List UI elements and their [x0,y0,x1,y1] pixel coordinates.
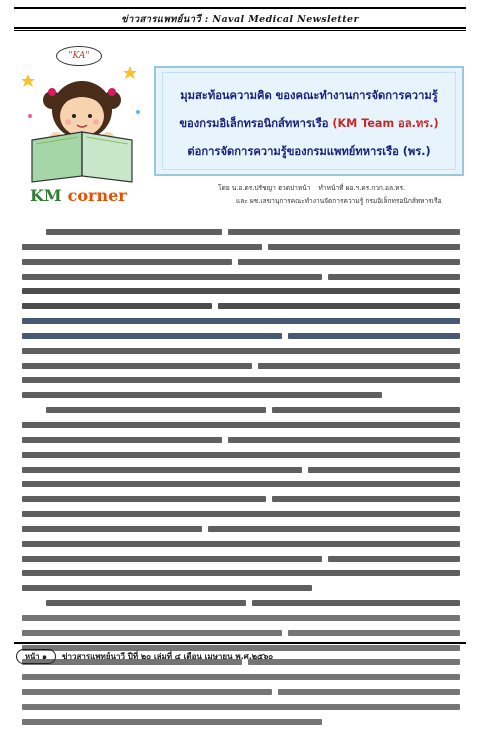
body-line [22,669,460,684]
body-line [22,283,460,298]
body-line [22,699,460,714]
banner-title-box [154,66,464,176]
body-line [22,714,460,729]
banner-title-line-3: ต่อการจัดการความรู้ของกรมแพทย์ทหารเรือ (พร.) [187,145,431,158]
footer-rule [14,642,466,644]
body-line [22,447,460,462]
banner-title-line-2-main: ของกรมอิเล็กทรอนิกส์ทหารเรือ [179,117,329,130]
km-logo-text: KM [30,186,62,205]
body-line [22,358,460,373]
banner-title-line-1: มุมสะท้อนความคิด ของคณะทำงานการจัดการความรู้ [180,89,438,102]
body-line [22,313,460,328]
author-credit-line-2: และ ผช.เลขานุการคณะทำงานจัดการความรู้ กรมอิเล็กทรอนิกส์ทหารเรือ [236,197,442,205]
body-line [22,565,460,580]
body-line [22,506,460,521]
body-line [22,372,460,387]
banner-title-line-2 [156,114,462,132]
body-line [22,387,460,402]
body-line [22,551,460,566]
body-line [22,298,460,313]
body-line [22,610,460,625]
body-line [22,476,460,491]
body-line [22,625,460,640]
km-corner-banner [22,44,466,208]
header-rule-bottom [14,27,466,29]
body-line [22,417,460,432]
km-team-label: (KM Team อล.ทร.) [332,117,439,130]
body-line [22,239,460,254]
author-name: โดย น.อ.ดร.ปรัชญา ฮวดปาหน้า [218,184,311,192]
corner-logo-text: corner [67,186,127,205]
header-title: ข่าวสารแพทย์นาวี : Naval Medical Newsletter [121,14,359,25]
body-line [22,580,460,595]
body-line [22,491,460,506]
body-line [22,254,460,269]
girl-reading-book-illustration [22,52,148,192]
header-rule-bottom-thin [14,30,466,31]
page-number-label: หน้า ๑ [16,649,56,664]
body-line [22,536,460,551]
header-rule-top [14,7,466,9]
body-line [22,595,460,610]
author-position: ทำหน้าที่ ผอ.ฯ.ดร.กวก.อล.ทร. [318,184,406,192]
km-corner-logo [30,186,127,205]
body-line [22,269,460,284]
km-corner-illustration [22,44,148,208]
author-credit-line-1 [218,182,405,193]
body-line [22,343,460,358]
issue-info: ข่าวสารแพทย์นาวี ปีที่ ๒๐ เล่มที่ ๔ เดือน เมษายน พ.ศ.๒๕๖๐ [62,652,274,661]
body-line [22,328,460,343]
body-line [22,432,460,447]
body-line [22,402,460,417]
body-line [22,684,460,699]
body-line [22,521,460,536]
ka-speech-bubble: "KA" [56,46,102,66]
body-line [22,462,460,477]
body-line [22,224,460,239]
